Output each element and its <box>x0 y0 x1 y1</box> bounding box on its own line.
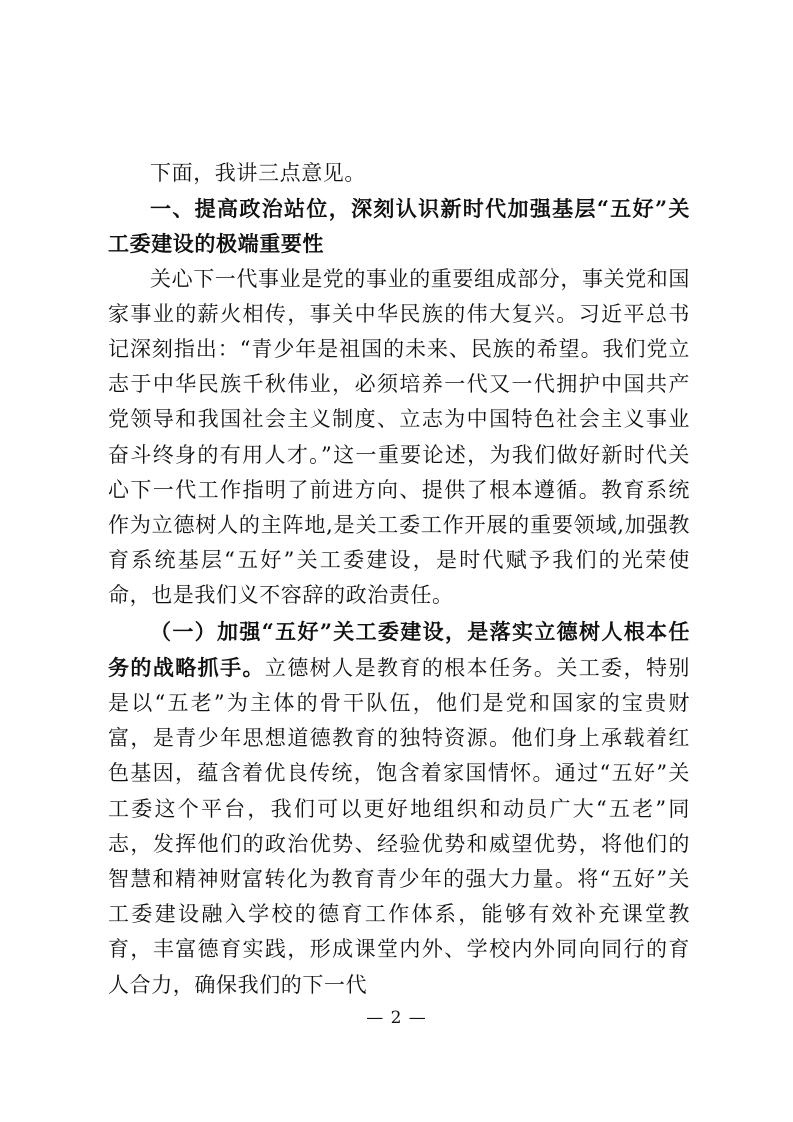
body-paragraph-1: 关心下一代事业是党的事业的重要组成部分，事关党和国家事业的薪火相传，事关中华民族的伟大复兴。习近平总书记深刻指出：“青少年是祖国的未来、民族的希望。我们党立志于中华民族千秋伟业，必须培养一代又一代拥护中国共产党领导和我国社会主义制度、立志为中国特色社会主义事业奋斗终身的有用人才。”这一重要论述，为我们做好新时代关心下一代工作指明了前进方向、提供了根本遵循。教育系统作为立德树人的主阵地,是关工委工作开展的重要领域,加强教育系统基层“五好”关工委建设，是时代赋予我们的光荣使命，也是我们义不容辞的政治责任。 <box>108 266 690 608</box>
subsection-heading-1: （一）加强“五好”关工委建设，是落实立德树人根本任务的战略抓手。 <box>108 618 690 680</box>
section-heading-1: 一、提高政治站位，深刻认识新时代加强基层“五好”关工委建设的极端重要性 <box>108 196 690 257</box>
intro-paragraph: 下面，我讲三点意见。 <box>150 161 366 185</box>
body-paragraph-2-text: 立德树人是教育的根本任务。关工委，特别是以“五老”为主体的骨干队伍，他们是党和国家的宝贵财富，是青少年思想道德教育的独特资源。他们身上承载着红色基因，蕴含着优良传统，饱含着家国情怀。通过“五好”关工委这个平台，我们可以更好地组织和动员广大“五老”同志，发挥他们的政治优势、经验优势和威望优势，将他们的智慧和精神财富转化为教育青少年的强大力量。将“五好”关工委建设融入学校的德育工作体系，能够有效补充课堂教育，丰富德育实践，形成课堂内外、学校内外同向同行的育人合力，确保我们的下一代 <box>108 655 691 997</box>
document-body <box>108 156 690 1003</box>
page-number: — 2 — <box>366 1008 427 1028</box>
body-paragraph-2 <box>108 614 690 1003</box>
